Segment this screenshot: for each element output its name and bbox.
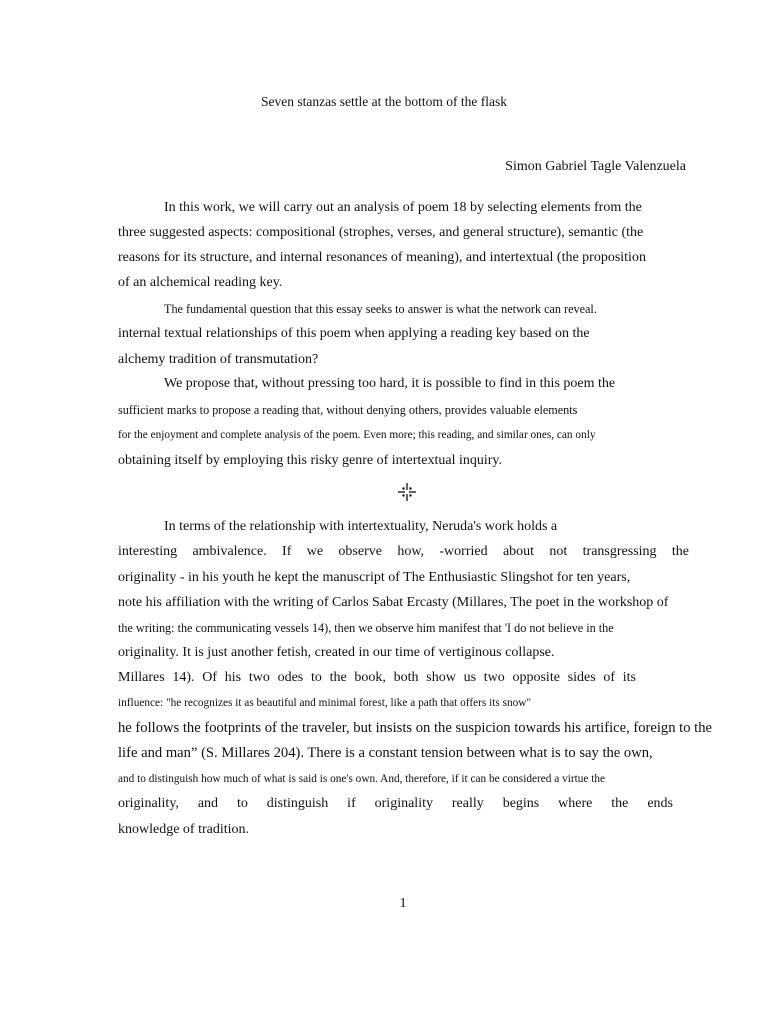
paragraph-4-line-2: interesting ambivalence. If we observe how, -worried about not transgressing the: [118, 544, 689, 559]
author-name: Simon Gabriel Tagle Valenzuela: [505, 159, 686, 174]
paragraph-4-line-11: and to distinguish how much of what is said is one's own. And, therefore, if it can be considered a virtue the: [118, 773, 606, 785]
paragraph-1-line-3: reasons for its structure, and internal resonances of meaning), and intertextual (the proposition: [118, 250, 646, 265]
paragraph-4-line-10: life and man” (S. Millares 204). There is a constant tension between what is to say the own,: [118, 745, 653, 761]
page-number: 1: [399, 896, 407, 911]
paragraph-2-line-1: The fundamental question that this essay seeks to answer is what the network can reveal.: [164, 302, 597, 316]
paragraph-4-line-9: he follows the footprints of the traveler, but insists on the suspicion towards his artifice, foreign to the: [118, 720, 712, 736]
paragraph-3-line-3: for the enjoyment and complete analysis of the poem. Even more; this reading, and similar ones, can only: [118, 429, 596, 441]
paragraph-4-line-12: originality, and to distinguish if originality really begins where the ends: [118, 796, 673, 811]
paragraph-1-line-2: three suggested aspects: compositional (strophes, verses, and general structure), semantic (the: [118, 225, 644, 240]
paragraph-3-line-1: We propose that, without pressing too hard, it is possible to find in this poem the: [164, 376, 616, 391]
paragraph-4-line-7: Millares 14). Of his two odes to the book, both show us two opposite sides of its: [118, 670, 636, 685]
paragraph-2-line-3: alchemy tradition of transmutation?: [118, 352, 319, 367]
paragraph-4-line-5: the writing: the communicating vessels 14), then we observe him manifest that 'I do not believe in the: [118, 621, 614, 635]
paragraph-4-line-1: In terms of the relationship with intertextuality, Neruda's work holds a: [164, 519, 558, 534]
paragraph-4-line-8: influence: "he recognizes it as beautiful and minimal forest, like a path that offers its snow": [118, 697, 532, 709]
paragraph-1-line-1: In this work, we will carry out an analysis of poem 18 by selecting elements from the: [164, 200, 642, 215]
ornament-icon: [396, 481, 418, 503]
paragraph-4-line-13: knowledge of tradition.: [118, 822, 250, 837]
paragraph-4-line-3: originality - in his youth he kept the manuscript of The Enthusiastic Slingshot for ten years,: [118, 570, 631, 585]
paragraph-4-line-6: originality. It is just another fetish, created in our time of vertiginous collapse.: [118, 645, 555, 660]
paragraph-4-line-4: note his affiliation with the writing of Carlos Sabat Ercasty (Millares, The poet in the workshop of: [118, 595, 669, 610]
paragraph-1-line-4: of an alchemical reading key.: [118, 275, 283, 290]
paragraph-2-line-2: internal textual relationships of this poem when applying a reading key based on the: [118, 326, 590, 341]
document-title: Seven stanzas settle at the bottom of the flask: [261, 94, 507, 109]
paragraph-3-line-4: obtaining itself by employing this risky genre of intertextual inquiry.: [118, 453, 503, 468]
paragraph-3-line-2: sufficient marks to propose a reading that, without denying others, provides valuable elements: [118, 403, 578, 417]
